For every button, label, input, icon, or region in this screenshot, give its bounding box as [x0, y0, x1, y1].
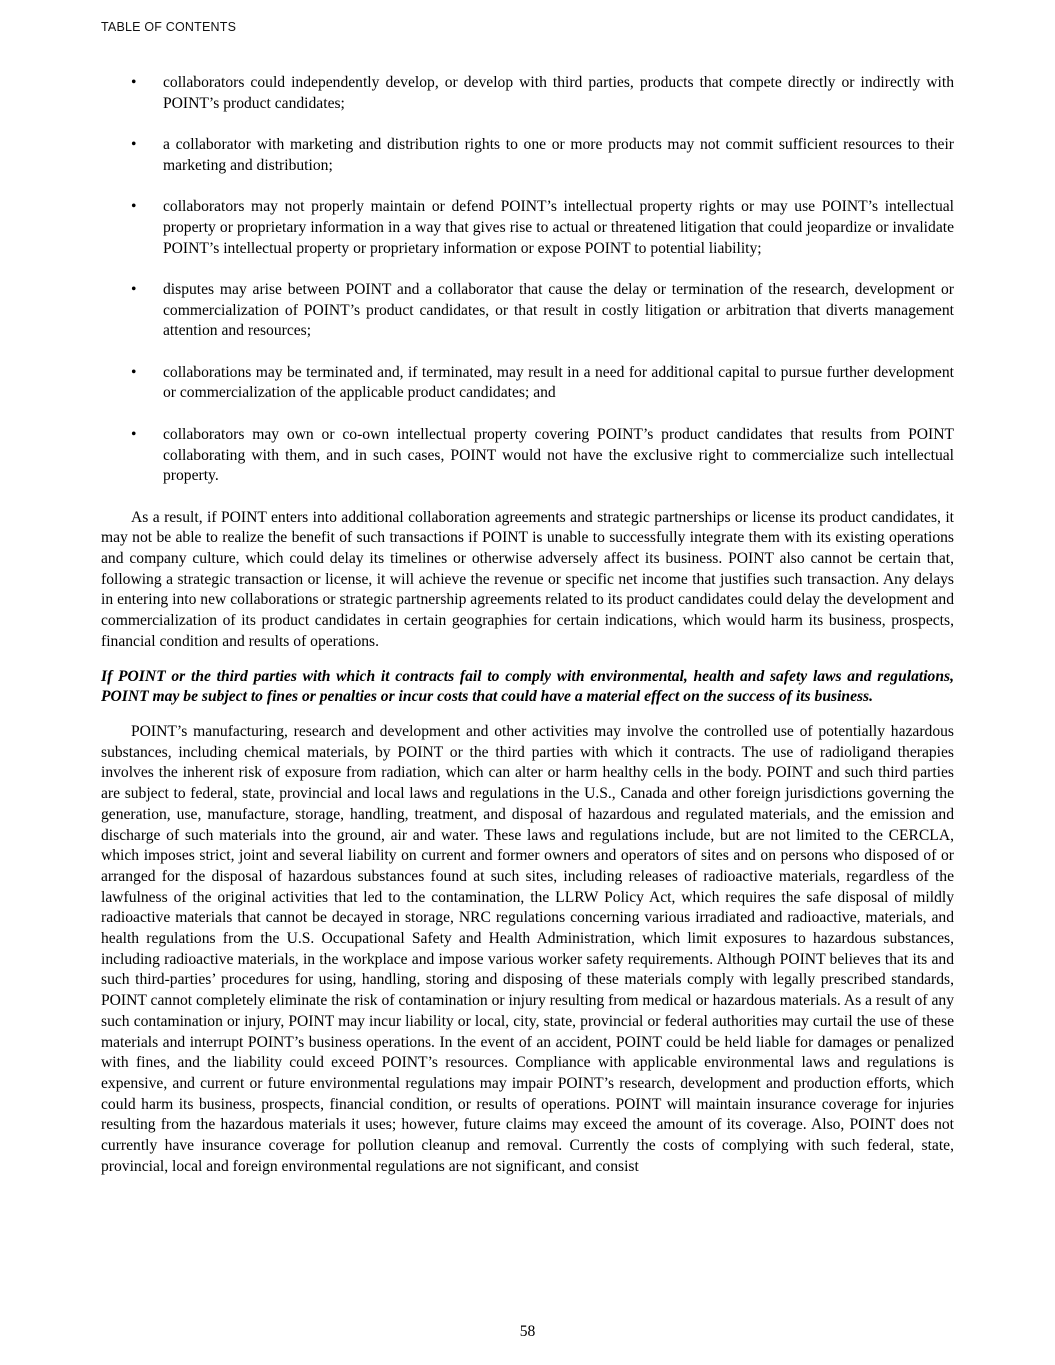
page-number: 58	[519, 1323, 536, 1340]
bullet-text: collaborators may not properly maintain or defend POINT’s intellectual property rights or may use POINT’s intellectual property or proprietary information in a way that gives rise to actual or threatened litigation that could jeopardize or invalidate POINT’s intellectual property or proprietary information or expose POINT to potential liability;	[163, 198, 954, 257]
document-body	[101, 73, 954, 1191]
paragraph-environmental-regulation: POINT’s manufacturing, research and development and other activities may involve the controlled use of potentially hazardous substances, including chemical materials, by POINT or the third parties with which it contracts. The use of radioligand therapies involves the inherent risk of exposure from radiation, which can alter or harm healthy cells in the body. POINT and such third parties are subject to federal, state, provincial and local laws and regulations in the U.S., Canada and other foreign jurisdictions governing the generation, use, manufacture, storage, handling, treatment, and disposal of hazardous and regulated materials, and the emission and discharge of such materials into the ground, air and water. These laws and regulations include, but are not limited to the CERCLA, which imposes strict, joint and several liability on current and former owners and operators of sites and on persons who disposed of or arranged for the disposal of hazardous substances found at such sites, including releases of radioactive materials, regardless of the lawfulness of the original activities that led to the contamination, the LLRW Policy Act, which requires the safe disposal of mildly radioactive materials that cannot be decayed in storage, NRC regulations concerning various irradiated and radioactive, materials, and health regulations from the U.S. Occupational Safety and Health Administration, which limit exposures to hazardous substances, including radioactive materials, in the workplace and impose various worker safety requirements. Although POINT believes that its and such third-parties’ procedures for using, handling, storing and disposing of these materials comply with legally prescribed standards, POINT cannot completely eliminate the risk of contamination or injury resulting from medical or hazardous materials. As a result of any such contamination or injury, POINT may incur liability or local, city, state, provincial or federal authorities may curtail the use of these materials and interrupt POINT’s business operations. In the event of an accident, POINT could be held liable for damages or penalized with fines, and the liability could exceed POINT’s resources. Compliance with applicable environmental laws and regulations is expensive, and current or future environmental regulations may impair POINT’s research, development and production efforts, which could harm its business, prospects, financial condition, or results of operations. POINT will maintain insurance coverage for injuries resulting from the hazardous materials it uses; however, future claims may exceed the amount of its coverage. Also, POINT does not currently have insurance coverage for pollution cleanup and removal. Currently the costs of complying with such federal, state, provincial, local and foreign environmental regulations are not significant, and consist	[101, 723, 954, 1175]
bullet-symbol: •	[131, 425, 137, 443]
bullet-item	[101, 363, 954, 404]
bullet-symbol: •	[131, 136, 137, 154]
risk-factor-heading: If POINT or the third parties with which it contracts fail to comply with environmental, health and safety laws and regulations, POINT may be subject to fines or penalties or incur costs that could have a material effect on the success of its business.	[101, 667, 954, 706]
table-of-contents-link[interactable]: TABLE OF CONTENTS	[101, 20, 237, 34]
bullet-symbol: •	[131, 363, 137, 381]
bullet-item	[101, 135, 954, 176]
risk-bullet-list	[101, 73, 954, 487]
bullet-item	[101, 280, 954, 342]
bullet-symbol: •	[131, 74, 137, 91]
bullet-item	[101, 197, 954, 259]
paragraph-collaboration-result: As a result, if POINT enters into additional collaboration agreements and strategic partnerships or license its product candidates, it may not be able to realize the benefit of such transactions if POINT is unable to successfully integrate them with its existing operations and company culture, which could delay its timelines or otherwise adversely affect its business. POINT also cannot be certain that, following a strategic transaction or license, it will achieve the revenue or specific net income that justifies such transaction. Any delays in entering into new collaborations or strategic partnership agreements related to its product candidates could delay the development and commercialization of its product candidates in certain geographies for certain indications, which would harm its business, prospects, financial condition and results of operations.	[101, 508, 954, 650]
bullet-symbol: •	[131, 280, 137, 298]
bullet-item	[101, 425, 954, 487]
bullet-text: disputes may arise between POINT and a collaborator that cause the delay or termination of the research, development or commercialization of POINT’s product candidates, or that result in costly litigation or arbitration that diverts management attention and resources;	[163, 280, 954, 340]
bullet-text: collaborators could independently develop, or develop with third parties, products that compete directly or indirectly with POINT’s product candidates;	[163, 74, 954, 112]
bullet-text: a collaborator with marketing and distribution rights to one or more products may not commit sufficient resources to their marketing and distribution;	[163, 136, 954, 174]
bullet-text: collaborations may be terminated and, if terminated, may result in a need for additional capital to pursue further development or commercialization of the applicable product candidates; and	[163, 363, 954, 402]
bullet-text: collaborators may own or co-own intellectual property covering POINT’s product candidates that results from POINT collaborating with them, and in such cases, POINT would not have the exclusive right to commercialize such intellectual property.	[163, 425, 954, 485]
bullet-item	[101, 73, 954, 114]
bullet-symbol: •	[131, 198, 137, 216]
